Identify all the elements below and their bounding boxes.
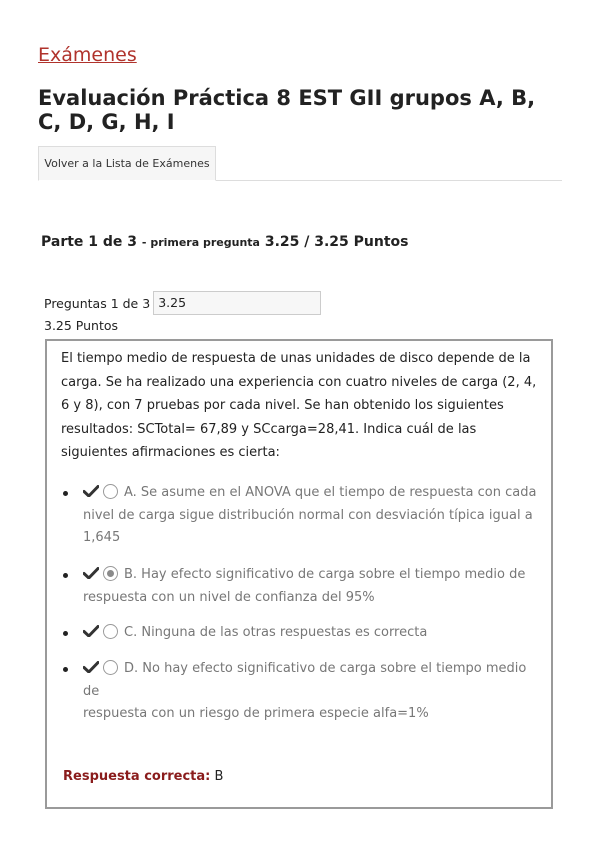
check-icon — [83, 485, 99, 497]
list-bullet — [63, 631, 68, 636]
question-text: El tiempo medio de respuesta de unas unidades de disco depende de la carga. Se ha realizado una experiencia con cuatro niveles de carga (2, 4, 6 y 8), con 7 pruebas por cada nivel. Se han obtenido los siguientes resultados: SCTotal= 67,89 y SCcarga=28,41. Indica cuál de las siguientes afirmaciones es cierta: — [61, 351, 537, 460]
part-heading — [41, 234, 409, 250]
answer-text: A. Se asume en el ANOVA que el tiempo de respuesta con cada — [124, 485, 537, 500]
list-bullet — [63, 491, 68, 496]
list-bullet — [63, 667, 68, 672]
part-score: 3.25 / 3.25 Puntos — [264, 234, 409, 250]
question-header — [44, 291, 321, 315]
question-box — [45, 339, 553, 809]
answer-option-d — [63, 658, 543, 726]
part-subtitle: - primera pregunta — [141, 236, 260, 249]
correct-answer-label: Respuesta correcta: — [63, 769, 211, 784]
answer-text-line: respuesta con un riesgo de primera especie alfa=1% — [83, 706, 429, 721]
page-title: Evaluación Práctica 8 EST GII grupos A, B, C, D, G, H, I — [38, 86, 536, 134]
answer-text-line: respuesta con un nivel de confianza del 95% — [83, 589, 375, 605]
answer-text: B. Hay efecto significativo de carga sobre el tiempo medio de — [124, 567, 526, 582]
radio-icon[interactable] — [103, 484, 118, 499]
list-bullet — [63, 573, 68, 578]
correct-answer — [63, 769, 223, 784]
radio-icon[interactable] — [103, 624, 118, 639]
part-number: Parte 1 de 3 — [41, 234, 138, 250]
breadcrumb-examenes[interactable]: Exámenes — [38, 44, 137, 66]
answer-option-b — [63, 564, 543, 609]
correct-answer-value: B — [214, 769, 224, 784]
answer-option-a — [63, 482, 543, 550]
radio-icon[interactable] — [103, 660, 118, 675]
question-score-field[interactable]: 3.25 — [153, 291, 321, 315]
answer-text-line: nivel de carga sigue distribución normal con desviación típica igual a — [83, 507, 533, 523]
check-icon — [83, 625, 99, 637]
question-points: 3.25 Puntos — [44, 318, 119, 333]
check-icon — [83, 567, 99, 579]
question-label: Preguntas 1 de 3 — [44, 295, 151, 311]
answer-text: D. No hay efecto significativo de carga sobre el tiempo medio de — [83, 661, 527, 699]
tab-bar — [38, 146, 562, 181]
radio-icon-selected[interactable] — [103, 566, 118, 581]
answer-text-line: 1,645 — [83, 530, 121, 545]
answer-text: C. Ninguna de las otras respuestas es correcta — [124, 625, 428, 640]
answer-option-c — [63, 622, 543, 645]
tab-back-to-exam-list[interactable]: Volver a la Lista de Exámenes — [38, 146, 216, 181]
check-icon — [83, 661, 99, 673]
